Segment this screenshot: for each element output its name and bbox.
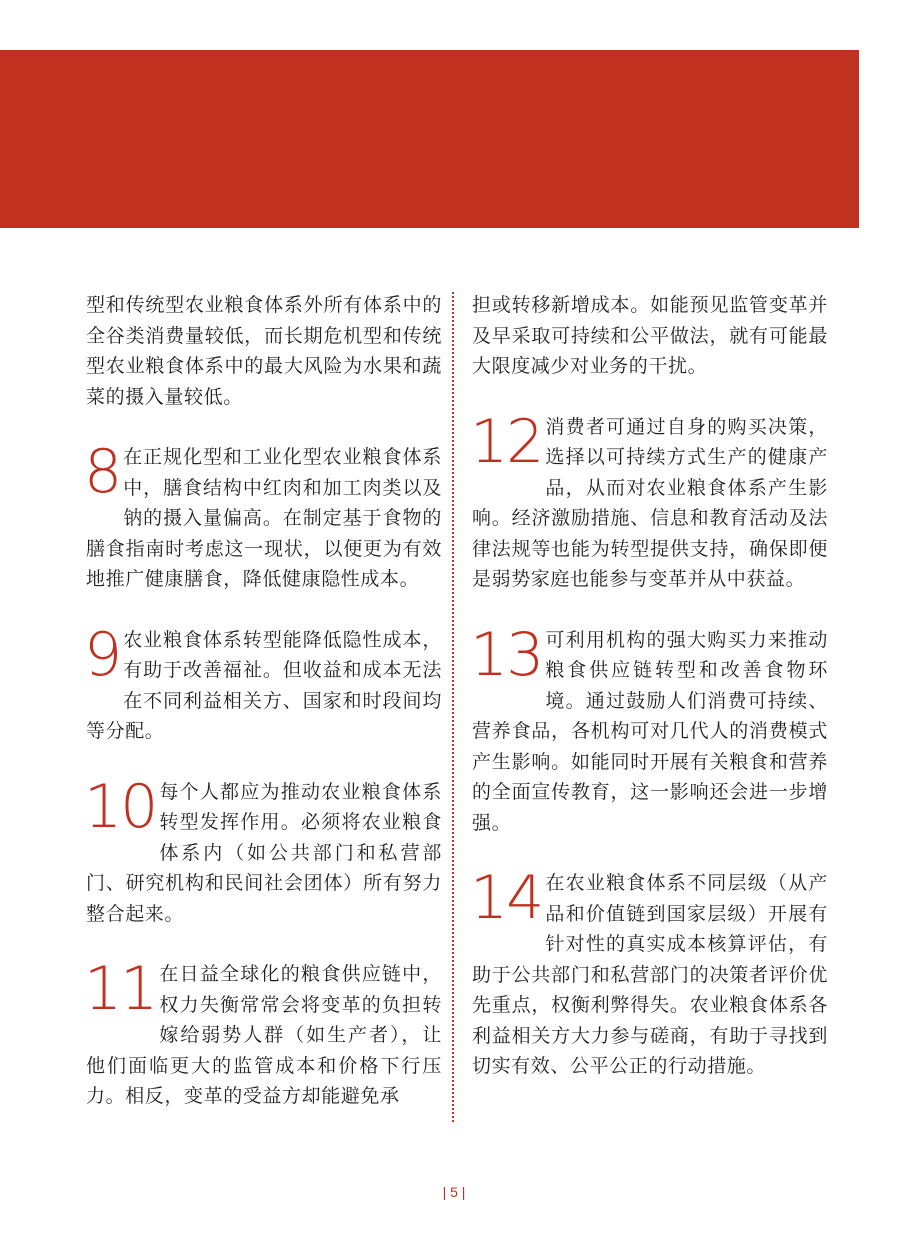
column-divider — [452, 292, 454, 1122]
right-column — [472, 290, 828, 1082]
finding-number: 10 — [84, 771, 157, 842]
finding-number: 11 — [84, 954, 157, 1024]
finding-12 — [470, 406, 828, 595]
finding-text: 在农业粮食体系不同层级（从产品和价值链到国家层级）开展有针对性的真实成本核算评估，有助于公共部门和私营部门的决策者评价优先重点，权衡利弊得失。农业粮食体系各利益相关方大力参与磋商，有助于寻找到切实有效、公平公正的行动措施。 — [472, 872, 828, 1077]
left-column — [86, 290, 442, 1112]
finding-14 — [470, 863, 828, 1082]
finding-13 — [470, 619, 828, 839]
page-number: | 5 | — [442, 1184, 466, 1200]
finding-number: 9 — [84, 619, 121, 690]
finding-9 — [84, 619, 442, 747]
finding-text: 消费者可通过自身的购买决策，选择以可持续方式生产的健康产品，从而对农业粮食体系产生影响。经济激励措施、信息和教育活动及法律法规等也能为转型提供支持，确保即便是弱势家庭也能参与变革并从中获益。 — [472, 415, 828, 590]
finding-text: 农业粮食体系转型能降低隐性成本，有助于改善福祉。但收益和成本无法在不同利益相关方、国家和时段间均等分配。 — [86, 628, 442, 742]
left-intro-paragraph: 型和传统型农业粮食体系外所有体系中的全谷类消费量较低，而长期危机型和传统型农业粮食体系中的最大风险为水果和蔬菜的摄入量较低。 — [86, 294, 442, 408]
finding-number: 8 — [84, 437, 121, 507]
finding-8 — [84, 437, 442, 595]
finding-text: 在正规化型和工业化型农业粮食体系中，膳食结构中红肉和加工肉类以及钠的摄入量偏高。在制定基于食物的膳食指南时考虑这一现状，以便更为有效地推广健康膳食，降低健康隐性成本。 — [86, 446, 442, 590]
finding-text: 每个人都应为推动农业粮食体系转型发挥作用。必须将农业粮食体系内（如公共部门和私营部门、研究机构和民间社会团体）所有努力整合起来。 — [86, 780, 442, 925]
finding-10 — [84, 771, 442, 930]
finding-number: 12 — [470, 406, 543, 477]
header-banner — [0, 50, 859, 228]
right-intro-paragraph: 担或转移新增成本。如能预见监管变革并及早采取可持续和公平做法，就有可能最大限度减少对业务的干扰。 — [472, 294, 828, 377]
finding-11 — [84, 954, 442, 1112]
finding-text: 可利用机构的强大购买力来推动粮食供应链转型和改善食物环境。通过鼓励人们消费可持续、营养食品，各机构可对几代人的消费模式产生影响。如能同时开展有关粮食和营养的全面宣传教育，这一影响还会进一步增强。 — [472, 628, 828, 834]
finding-number: 13 — [470, 619, 543, 690]
finding-number: 14 — [470, 863, 543, 933]
finding-text: 在日益全球化的粮食供应链中，权力失衡常常会将变革的负担转嫁给弱势人群（如生产者），让他们面临更大的监管成本和价格下行压力。相反，变革的受益方却能避免承 — [86, 963, 442, 1107]
